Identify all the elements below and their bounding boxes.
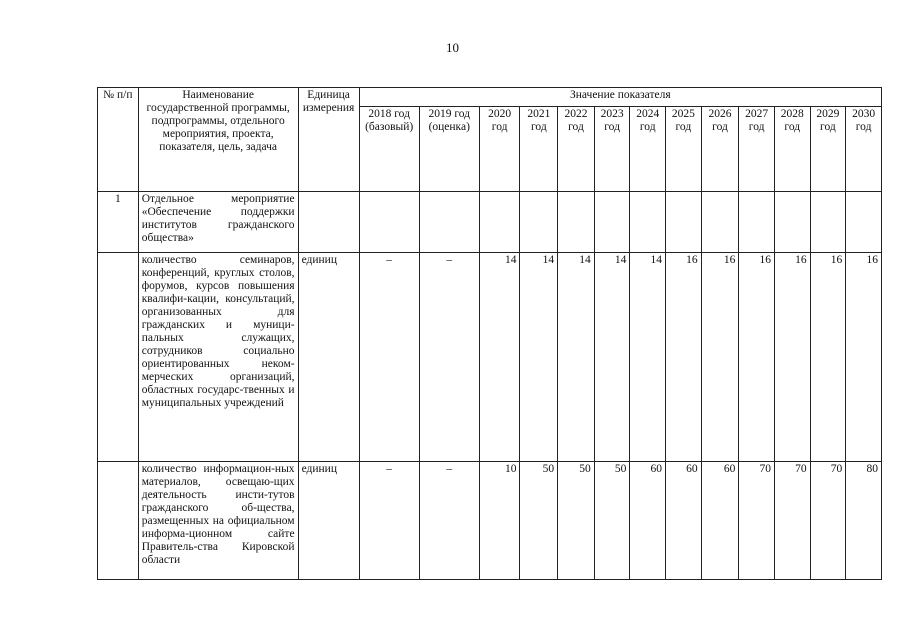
row-value: 60: [701, 462, 739, 580]
row-value: 70: [739, 462, 775, 580]
row-value: –: [419, 253, 479, 462]
year-header: 2030 год: [846, 107, 882, 192]
row-name: количество информацион-ных материалов, освещаю-щих деятельность инсти-тутов гражданского об-щества, размещенных на официальном информа-ционном сайте Правитель-ства Кировской области: [138, 462, 298, 580]
row-name: количество семинаров, конференций, круглых столов, форумов, курсов повышения квалифи-кации, консультаций, организованных для гражданских и муници-пальных служащих, сотрудников социально ориентированных неком-мерческих организаций, областных государс-твенных и муниципальных учреждений: [138, 253, 298, 462]
row-value: [558, 192, 595, 253]
row-number: 1: [98, 192, 139, 253]
year-header: 2025 год: [666, 107, 702, 192]
row-value: [520, 192, 558, 253]
row-value: 70: [774, 462, 810, 580]
row-value: 70: [810, 462, 846, 580]
row-value: 14: [630, 253, 666, 462]
row-value: 10: [479, 462, 520, 580]
row-value: [846, 192, 882, 253]
row-value: –: [419, 462, 479, 580]
header-col-no: № п/п: [98, 88, 139, 192]
year-header: 2029 год: [810, 107, 846, 192]
row-value: –: [359, 253, 419, 462]
row-value: [739, 192, 775, 253]
year-header: 2027 год: [739, 107, 775, 192]
page-number: 10: [446, 40, 459, 55]
row-value: 50: [558, 462, 595, 580]
year-header: 2020 год: [479, 107, 520, 192]
row-value: 50: [520, 462, 558, 580]
header-col-values: Значение показателя: [359, 88, 881, 107]
row-value: 14: [558, 253, 595, 462]
year-header: 2018 год (базовый): [359, 107, 419, 192]
row-value: 50: [594, 462, 630, 580]
row-value: [666, 192, 702, 253]
row-value: –: [359, 462, 419, 580]
row-value: 16: [701, 253, 739, 462]
year-header: 2024 год: [630, 107, 666, 192]
row-unit: [298, 192, 359, 253]
year-header: 2028 год: [774, 107, 810, 192]
table-row: [98, 462, 882, 580]
row-value: 14: [520, 253, 558, 462]
table-row: [98, 253, 882, 462]
year-header: 2026 год: [701, 107, 739, 192]
row-value: 16: [810, 253, 846, 462]
year-header: 2019 год (оценка): [419, 107, 479, 192]
header-col-unit: Единица измерения: [298, 88, 359, 192]
row-value: [594, 192, 630, 253]
row-value: 16: [774, 253, 810, 462]
year-header: 2023 год: [594, 107, 630, 192]
year-header: 2022 год: [558, 107, 595, 192]
row-value: [774, 192, 810, 253]
row-value: [419, 192, 479, 253]
row-value: 16: [739, 253, 775, 462]
year-header: 2021 год: [520, 107, 558, 192]
row-value: 16: [846, 253, 882, 462]
row-unit: единиц: [298, 253, 359, 462]
row-value: [630, 192, 666, 253]
row-number: [98, 462, 139, 580]
row-value: 80: [846, 462, 882, 580]
row-name: Отдельное мероприятие «Обеспечение поддержки институтов гражданского общества»: [138, 192, 298, 253]
row-value: [701, 192, 739, 253]
row-value: 16: [666, 253, 702, 462]
row-value: 60: [630, 462, 666, 580]
row-value: 14: [594, 253, 630, 462]
header-col-name: Наименование государственной программы, подпрограммы, отдельного мероприятия, проекта, показателя, цель, задача: [138, 88, 298, 192]
row-value: [479, 192, 520, 253]
row-value: [810, 192, 846, 253]
indicator-table: [97, 87, 882, 580]
row-unit: единиц: [298, 462, 359, 580]
row-value: [359, 192, 419, 253]
row-number: [98, 253, 139, 462]
row-value: 60: [666, 462, 702, 580]
table-row: [98, 192, 882, 253]
row-value: 14: [479, 253, 520, 462]
